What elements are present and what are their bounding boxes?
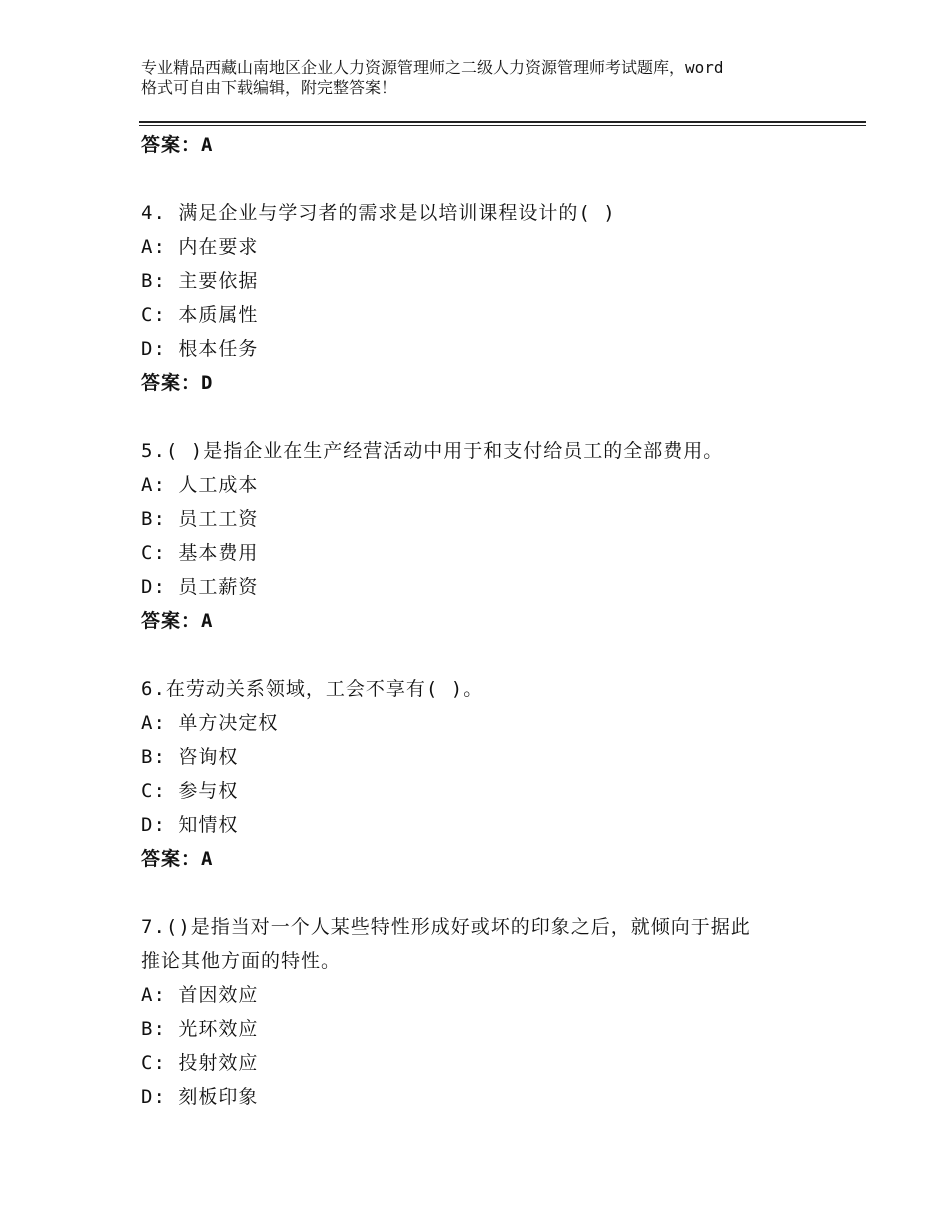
option-c: C: 基本费用	[141, 542, 259, 564]
option-d: D: 员工薪资	[141, 576, 259, 598]
option-c: C: 投射效应	[141, 1052, 259, 1074]
question-7	[141, 910, 841, 1114]
option-b: B: 员工工资	[141, 508, 259, 530]
option-a: A: 单方决定权	[141, 712, 279, 734]
question-6	[141, 672, 841, 876]
option-c: C: 本质属性	[141, 304, 259, 326]
header-line-1: 专业精品西藏山南地区企业人力资源管理师之二级人力资源管理师考试题库，word	[141, 58, 724, 77]
option-d: D: 知情权	[141, 814, 239, 836]
question-text: 6.在劳动关系领域，工会不享有( )。	[141, 678, 484, 700]
answer-line: 答案：A	[141, 848, 214, 870]
answer-line: 答案：A	[141, 610, 214, 632]
header-line-2: 格式可自由下载编辑，附完整答案！	[141, 78, 398, 97]
question-list	[141, 128, 841, 1114]
option-a: A: 内在要求	[141, 236, 259, 258]
option-c: C: 参与权	[141, 780, 239, 802]
option-b: B: 咨询权	[141, 746, 239, 768]
question-text: 5.( )是指企业在生产经营活动中用于和支付给员工的全部费用。	[141, 440, 724, 462]
header-divider-thin	[139, 125, 866, 126]
question-text: 4. 满足企业与学习者的需求是以培训课程设计的( )	[141, 202, 616, 224]
question-text-line-2: 推论其他方面的特性。	[141, 950, 342, 972]
header-divider-thick	[139, 121, 866, 123]
option-d: D: 刻板印象	[141, 1086, 259, 1108]
question-5	[141, 434, 841, 638]
option-b: B: 光环效应	[141, 1018, 259, 1040]
question-4	[141, 196, 841, 400]
document-header	[141, 58, 841, 98]
option-a: A: 首因效应	[141, 984, 259, 1006]
option-b: B: 主要依据	[141, 270, 259, 292]
question-text-line-1: 7.()是指当对一个人某些特性形成好或坏的印象之后，就倾向于据此	[141, 916, 751, 938]
option-a: A: 人工成本	[141, 474, 259, 496]
answer-line: 答案：D	[141, 372, 214, 394]
answer-line: 答案：A	[141, 134, 214, 156]
option-d: D: 根本任务	[141, 338, 259, 360]
